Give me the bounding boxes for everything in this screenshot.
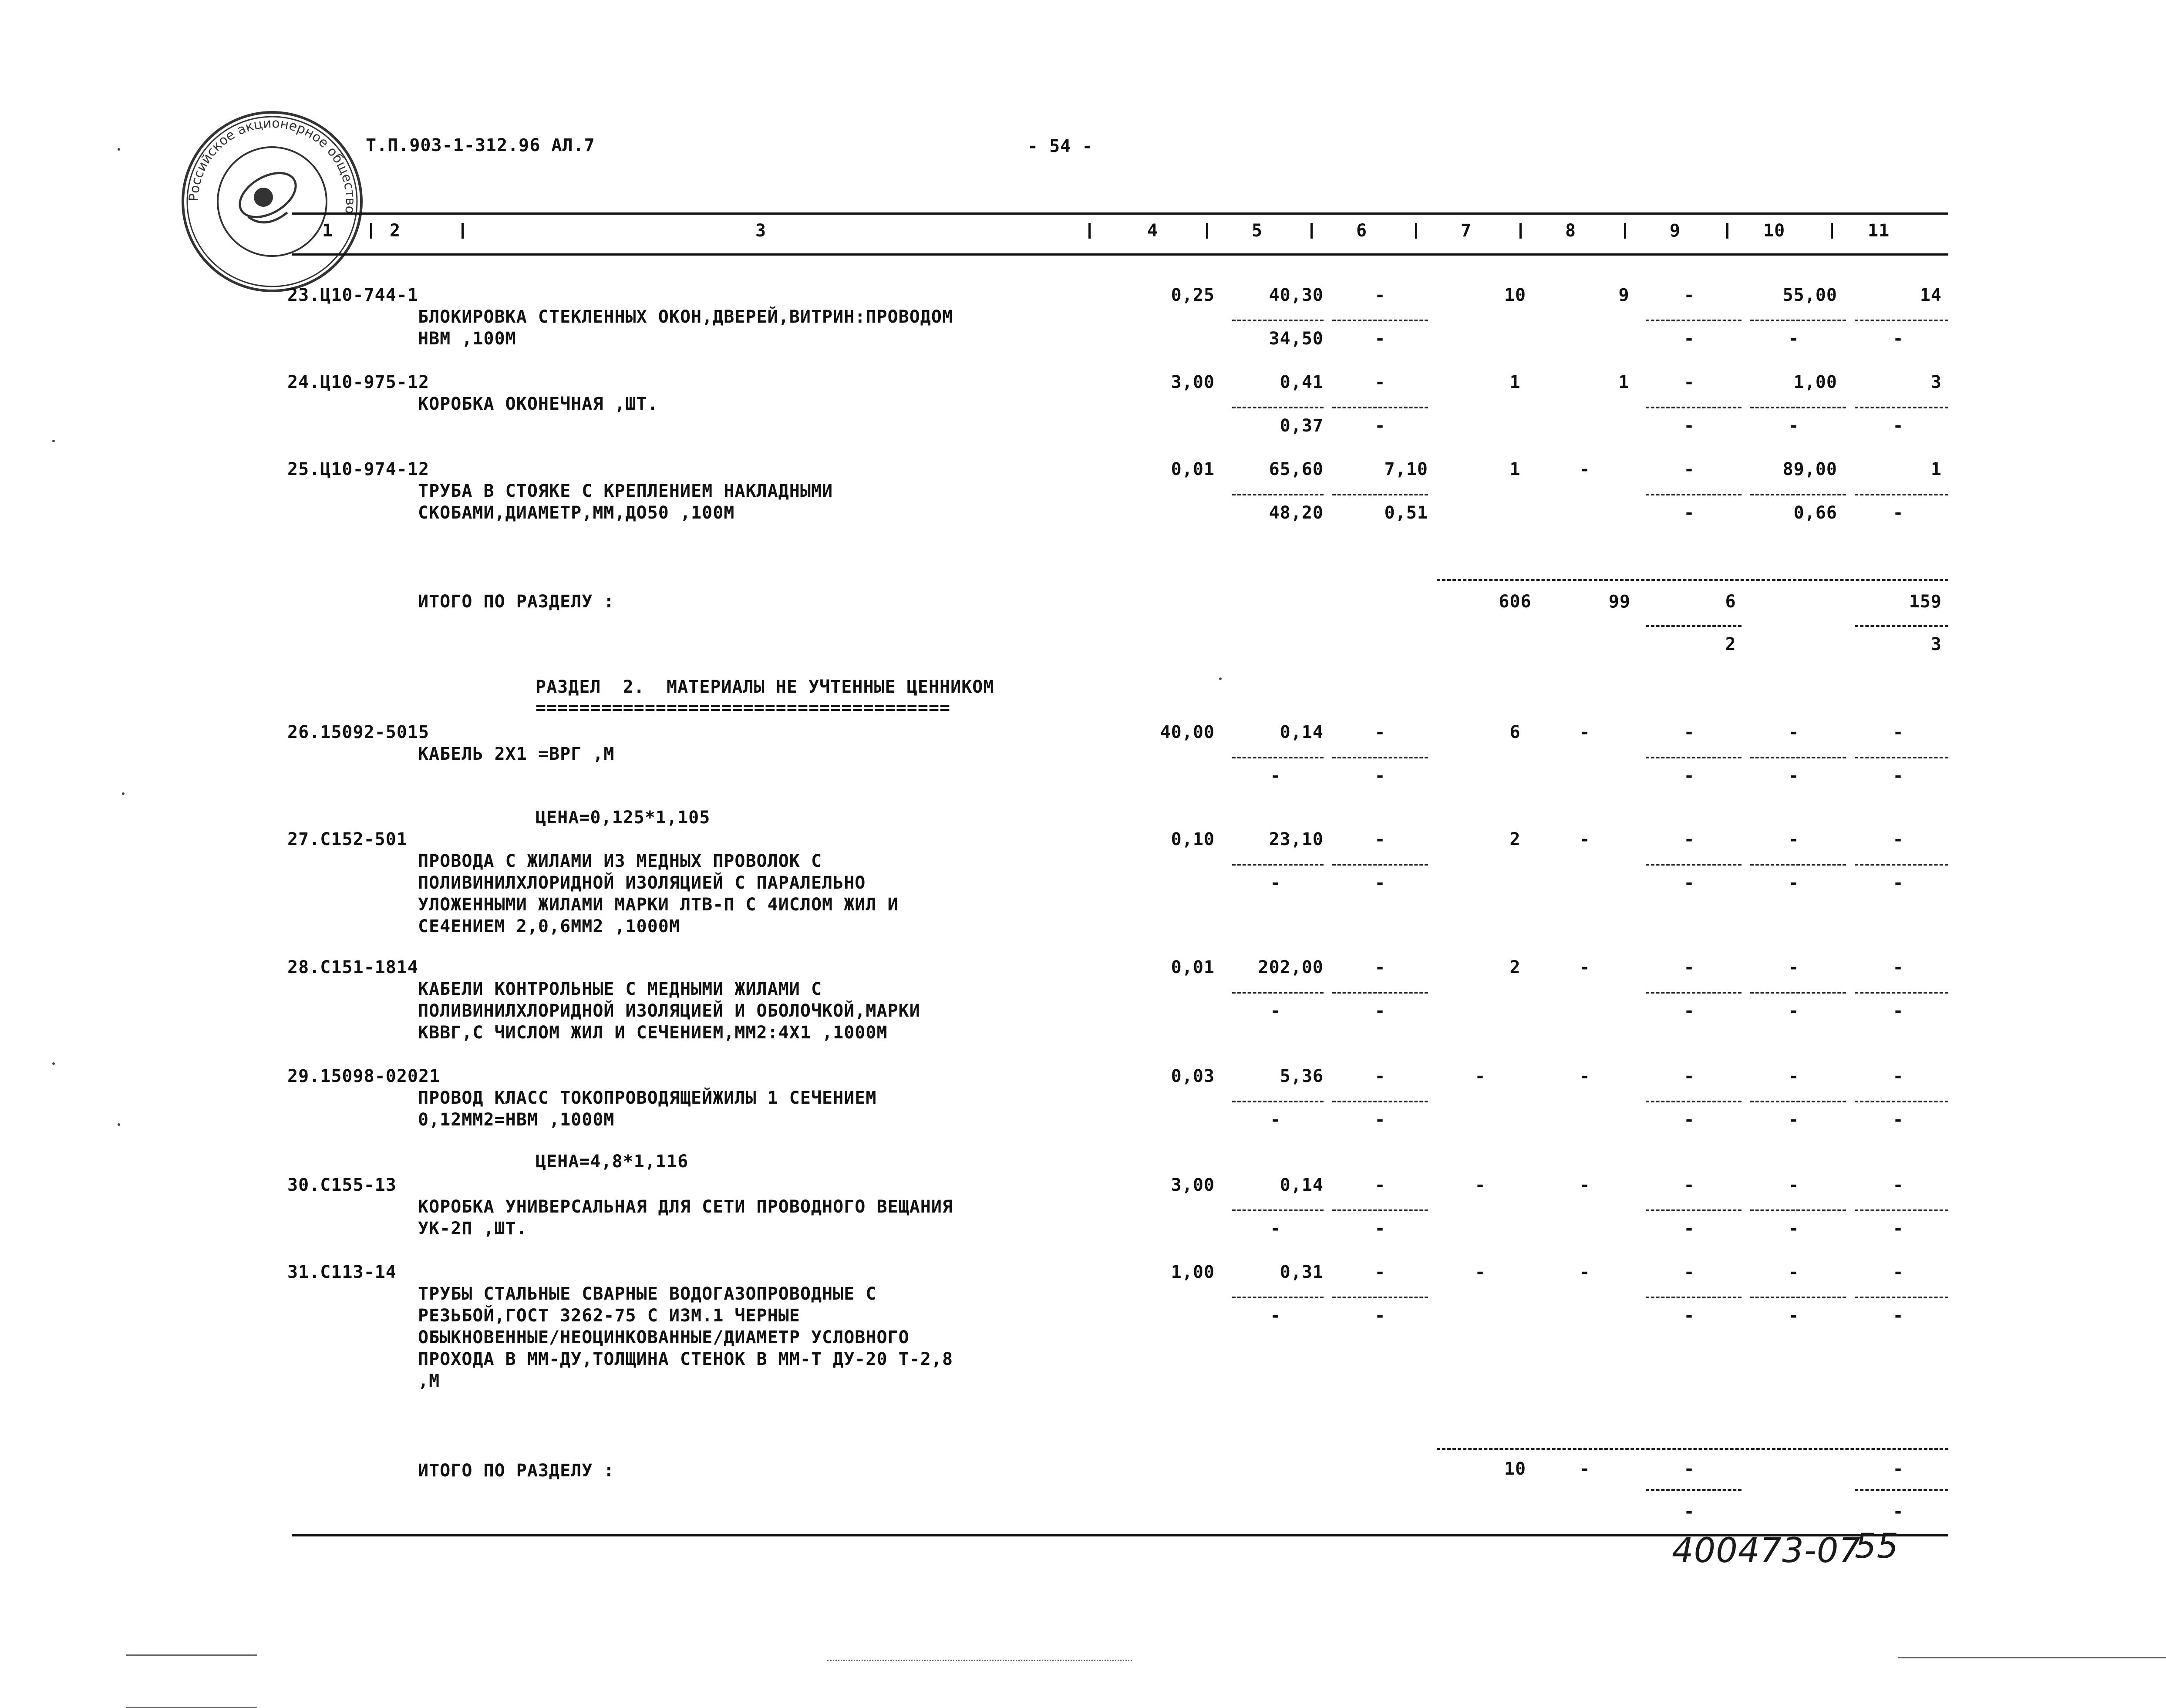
cell-c6b: - xyxy=(1374,1219,1386,1239)
cell-c5b: 0,37 xyxy=(1280,416,1324,436)
cell-c11: 1 xyxy=(1930,459,1942,479)
cell-c8: - xyxy=(1579,957,1590,977)
cell-c9: - xyxy=(1684,829,1695,849)
cell-c7: 2 xyxy=(1509,957,1521,977)
total-c8: - xyxy=(1579,1459,1590,1479)
row-desc: ТРУБЫ СТАЛЬНЫЕ СВАРНЫЕ ВОДОГАЗОПРОВОДНЫЕ С xyxy=(418,1284,877,1304)
cell-c5b: 48,20 xyxy=(1269,503,1324,523)
cell-c6b: 0,51 xyxy=(1384,503,1428,523)
cell-c8: - xyxy=(1579,1262,1590,1282)
cell-c9: - xyxy=(1684,372,1695,392)
row-code: 28.С151-1814 xyxy=(287,957,418,977)
row-desc: ,М xyxy=(418,1371,440,1391)
total-c9: - xyxy=(1684,1459,1695,1479)
col-header-4: 4 xyxy=(1147,221,1159,241)
cell-c6b: - xyxy=(1374,416,1386,436)
row-desc: РЕЗЬБОЙ,ГОСТ 3262-75 С ИЗМ.1 ЧЕРНЫЕ xyxy=(418,1306,800,1326)
total-c11: 159 xyxy=(1909,592,1942,612)
cell-c11b: - xyxy=(1893,416,1904,436)
row-code: 29.15098-02021 xyxy=(287,1066,441,1086)
row-desc: ПРОХОДА В ММ-ДУ,ТОЛЩИНА СТЕНОК В ММ-Т ДУ-20 Т-2,8 xyxy=(418,1349,953,1369)
cell-c6b: - xyxy=(1374,873,1386,893)
cell-c9: - xyxy=(1684,1175,1695,1195)
cell-c6: 7,10 xyxy=(1384,459,1428,479)
row-desc: КАБЕЛЬ 2Х1 =ВРГ ,М xyxy=(418,744,615,764)
total-c7: 606 xyxy=(1499,592,1532,612)
cell-c11: 3 xyxy=(1930,372,1942,392)
row-desc: ОБЫКНОВЕННЫЕ/НЕОЦИНКОВАННЫЕ/ДИАМЕТР УСЛОВНОГО xyxy=(418,1327,910,1348)
cell-c10b: - xyxy=(1788,873,1799,893)
cell-c9b: - xyxy=(1684,1001,1695,1021)
cell-c8: 1 xyxy=(1618,372,1630,392)
cell-c6: - xyxy=(1374,1175,1386,1195)
col-header-6: 6 xyxy=(1356,221,1368,241)
cell-c11b: - xyxy=(1893,1219,1904,1239)
row-desc: СЕ4ЕНИЕМ 2,0,6ММ2 ,1000М xyxy=(418,916,680,937)
total-c8: 99 xyxy=(1608,592,1631,612)
cell-c6: - xyxy=(1374,722,1386,742)
cell-c9b: - xyxy=(1684,329,1695,349)
row-code: 27.С152-501 xyxy=(287,829,408,849)
cell-c5: 40,30 xyxy=(1269,285,1324,305)
cell-c6: - xyxy=(1374,372,1386,392)
cell-c9: - xyxy=(1684,1262,1695,1282)
cell-c6b: - xyxy=(1374,1001,1386,1021)
cell-c10b: - xyxy=(1788,1110,1799,1130)
col-header-8: 8 xyxy=(1565,221,1576,241)
cell-c4: 1,00 xyxy=(1171,1262,1215,1282)
cell-c9: - xyxy=(1684,285,1695,305)
section-title: РАЗДЕЛ 2. МАТЕРИАЛЫ НЕ УЧТЕННЫЕ ЦЕННИКОМ xyxy=(536,677,994,697)
cell-c5: 202,00 xyxy=(1258,957,1324,977)
cell-c7: 10 xyxy=(1504,285,1526,305)
row-desc: КОРОБКА УНИВЕРСАЛЬНАЯ ДЛЯ СЕТИ ПРОВОДНОГО ВЕЩАНИЯ xyxy=(418,1197,953,1217)
row-code: 30.С155-13 xyxy=(287,1175,397,1195)
cell-c4: 0,10 xyxy=(1171,829,1215,849)
cell-c11: - xyxy=(1893,1066,1904,1086)
col-header-5: 5 xyxy=(1252,221,1263,241)
price-note: ЦЕНА=0,125*1,105 xyxy=(536,808,711,828)
cell-c9: - xyxy=(1684,722,1695,742)
cell-c4: 3,00 xyxy=(1171,1175,1215,1195)
cell-c10b: - xyxy=(1788,1001,1799,1021)
cell-c5: 0,14 xyxy=(1280,1175,1324,1195)
cell-c10: - xyxy=(1788,722,1799,742)
row-code: 23.Ц10-744-1 xyxy=(287,285,418,305)
cell-c10: 1,00 xyxy=(1793,372,1837,392)
doc-reference: Т.П.903-1-312.96 АЛ.7 xyxy=(366,135,595,155)
cell-c10b: - xyxy=(1788,416,1799,436)
cell-c4: 0,25 xyxy=(1171,285,1215,305)
page-number: - 54 - xyxy=(1027,136,1093,156)
cell-c11b: - xyxy=(1893,1306,1904,1326)
col-header-9: 9 xyxy=(1670,221,1681,241)
cell-c5: 5,36 xyxy=(1280,1066,1324,1086)
cell-c4: 0,01 xyxy=(1171,459,1215,479)
cell-c8: 9 xyxy=(1618,285,1630,305)
cell-c5b: - xyxy=(1270,1110,1281,1130)
handwritten-archive-number: 400473-07 xyxy=(1672,1531,1861,1570)
cell-c6b: - xyxy=(1374,329,1386,349)
row-code: 31.С113-14 xyxy=(287,1262,397,1282)
cell-c5: 0,41 xyxy=(1280,372,1324,392)
row-desc: ПОЛИВИНИЛХЛОРИДНОЙ ИЗОЛЯЦИЕЙ С ПАРАЛЕЛЬНО xyxy=(418,873,866,893)
cell-c5: 0,31 xyxy=(1280,1262,1324,1282)
cell-c11: - xyxy=(1893,722,1904,742)
cell-c11: - xyxy=(1893,1175,1904,1195)
cell-c7: - xyxy=(1475,1262,1486,1282)
cell-c11: - xyxy=(1893,1262,1904,1282)
section-title-underline: ====================================== xyxy=(536,698,951,718)
cell-c11: 14 xyxy=(1920,285,1942,305)
cell-c10b: 0,66 xyxy=(1793,503,1837,523)
col-header-11: 11 xyxy=(1868,221,1890,241)
cell-c6: - xyxy=(1374,285,1386,305)
row-desc: УК-2П ,ШТ. xyxy=(418,1219,527,1239)
cell-c5b: 34,50 xyxy=(1269,329,1324,349)
cell-c7: 2 xyxy=(1509,829,1521,849)
cell-c7: - xyxy=(1475,1175,1486,1195)
total-c9b: - xyxy=(1684,1502,1695,1522)
cell-c4: 40,00 xyxy=(1160,722,1215,742)
cell-c5: 0,14 xyxy=(1280,722,1324,742)
row-desc: 0,12ММ2=НВМ ,1000М xyxy=(418,1110,615,1130)
row-code: 25.Ц10-974-12 xyxy=(287,459,430,479)
cell-c7: 6 xyxy=(1509,722,1521,742)
cell-c4: 3,00 xyxy=(1171,372,1215,392)
row-desc: ТРУБА В СТОЯКЕ С КРЕПЛЕНИЕМ НАКЛАДНЫМИ xyxy=(418,481,833,501)
row-desc: УЛОЖЕННЫМИ ЖИЛАМИ МАРКИ ЛТВ-П С 4ИСЛОМ ЖИЛ И xyxy=(418,895,899,915)
cell-c8: - xyxy=(1579,1175,1590,1195)
cell-c4: 0,01 xyxy=(1171,957,1215,977)
cell-c11: - xyxy=(1893,829,1904,849)
cell-c10b: - xyxy=(1788,1306,1799,1326)
cell-c11b: - xyxy=(1893,1001,1904,1021)
stamp-text: Российское акционерное общество xyxy=(186,115,358,215)
cell-c9: - xyxy=(1684,459,1695,479)
cell-c9: - xyxy=(1684,1066,1695,1086)
cell-c11b: - xyxy=(1893,766,1904,786)
cell-c10: 89,00 xyxy=(1782,459,1837,479)
cell-c6: - xyxy=(1374,1262,1386,1282)
cell-c5b: - xyxy=(1270,766,1281,786)
cell-c10b: - xyxy=(1788,766,1799,786)
cell-c10b: - xyxy=(1788,1219,1799,1239)
col-header-1: 1 xyxy=(322,221,333,241)
cell-c8: - xyxy=(1579,722,1590,742)
seal-stamp xyxy=(179,108,366,295)
cell-c9: - xyxy=(1684,957,1695,977)
cell-c7: 1 xyxy=(1509,459,1521,479)
cell-c8: - xyxy=(1579,1066,1590,1086)
total-c11b: - xyxy=(1893,1502,1904,1522)
total-c9b: 2 xyxy=(1725,634,1736,654)
row-desc: КОРОБКА ОКОНЕЧНАЯ ,ШТ. xyxy=(418,394,658,414)
cell-c6: - xyxy=(1374,1066,1386,1086)
row-desc: НВМ ,100М xyxy=(418,329,516,349)
total-c11b: 3 xyxy=(1930,634,1942,654)
cell-c4: 0,03 xyxy=(1171,1066,1215,1086)
col-header-3: 3 xyxy=(755,221,767,241)
cell-c10: - xyxy=(1788,1262,1799,1282)
row-desc: КАБЕЛИ КОНТРОЛЬНЫЕ С МЕДНЫМИ ЖИЛАМИ С xyxy=(418,979,822,999)
row-desc: ПОЛИВИНИЛХЛОРИДНОЙ ИЗОЛЯЦИЕЙ И ОБОЛОЧКОЙ,МАРКИ xyxy=(418,1001,920,1021)
cell-c8: - xyxy=(1579,459,1590,479)
cell-c11b: - xyxy=(1893,873,1904,893)
cell-c5: 65,60 xyxy=(1269,459,1324,479)
cell-c6b: - xyxy=(1374,1306,1386,1326)
cell-c9b: - xyxy=(1684,416,1695,436)
handwritten-page-number: 55 xyxy=(1855,1527,1899,1566)
section-total-label: ИТОГО ПО РАЗДЕЛУ : xyxy=(418,592,615,612)
row-desc: СКОБАМИ,ДИАМЕТР,ММ,ДО50 ,100М xyxy=(418,503,735,523)
cell-c7: 1 xyxy=(1509,372,1521,392)
cell-c5b: - xyxy=(1270,873,1281,893)
row-desc: ПРОВОДА С ЖИЛАМИ ИЗ МЕДНЫХ ПРОВОЛОК С xyxy=(418,851,822,871)
cell-c5: 23,10 xyxy=(1269,829,1324,849)
cell-c9b: - xyxy=(1684,766,1695,786)
cell-c9b: - xyxy=(1684,503,1695,523)
price-note: ЦЕНА=4,8*1,116 xyxy=(536,1152,689,1172)
row-code: 24.Ц10-975-12 xyxy=(287,372,430,392)
section-total-label: ИТОГО ПО РАЗДЕЛУ : xyxy=(418,1461,615,1481)
cell-c10: - xyxy=(1788,957,1799,977)
cell-c10: - xyxy=(1788,1066,1799,1086)
cell-c11b: - xyxy=(1893,503,1904,523)
cell-c10: 55,00 xyxy=(1782,285,1837,305)
cell-c9b: - xyxy=(1684,1219,1695,1239)
cell-c11b: - xyxy=(1893,329,1904,349)
cell-c6b: - xyxy=(1374,1110,1386,1130)
cell-c10b: - xyxy=(1788,329,1799,349)
cell-c6: - xyxy=(1374,829,1386,849)
cell-c6b: - xyxy=(1374,766,1386,786)
cell-c10: - xyxy=(1788,829,1799,849)
cell-c6: - xyxy=(1374,957,1386,977)
total-c9: 6 xyxy=(1725,592,1736,612)
col-header-7: 7 xyxy=(1461,221,1472,241)
cell-c9b: - xyxy=(1684,1306,1695,1326)
total-c11: - xyxy=(1893,1459,1904,1479)
cell-c5b: - xyxy=(1270,1001,1281,1021)
cell-c11: - xyxy=(1893,957,1904,977)
col-header-10: 10 xyxy=(1763,221,1785,241)
cell-c5b: - xyxy=(1270,1306,1281,1326)
col-header-2: 2 xyxy=(390,221,401,241)
row-desc: ПРОВОД КЛАСС ТОКОПРОВОДЯЩЕЙЖИЛЫ 1 СЕЧЕНИЕМ xyxy=(418,1088,877,1108)
cell-c9b: - xyxy=(1684,1110,1695,1130)
row-desc: БЛОКИРОВКА СТЕКЛЕННЫХ ОКОН,ДВЕРЕЙ,ВИТРИН:ПРОВОДОМ xyxy=(418,307,953,327)
cell-c9b: - xyxy=(1684,873,1695,893)
cell-c7: - xyxy=(1475,1066,1486,1086)
cell-c10: - xyxy=(1788,1175,1799,1195)
row-desc: КВВГ,С ЧИСЛОМ ЖИЛ И СЕЧЕНИЕМ,ММ2:4Х1 ,1000М xyxy=(418,1023,888,1043)
total-c7: 10 xyxy=(1504,1459,1526,1479)
cell-c8: - xyxy=(1579,829,1590,849)
cell-c11b: - xyxy=(1893,1110,1904,1130)
cell-c5b: - xyxy=(1270,1219,1281,1239)
row-code: 26.15092-5015 xyxy=(287,722,430,742)
